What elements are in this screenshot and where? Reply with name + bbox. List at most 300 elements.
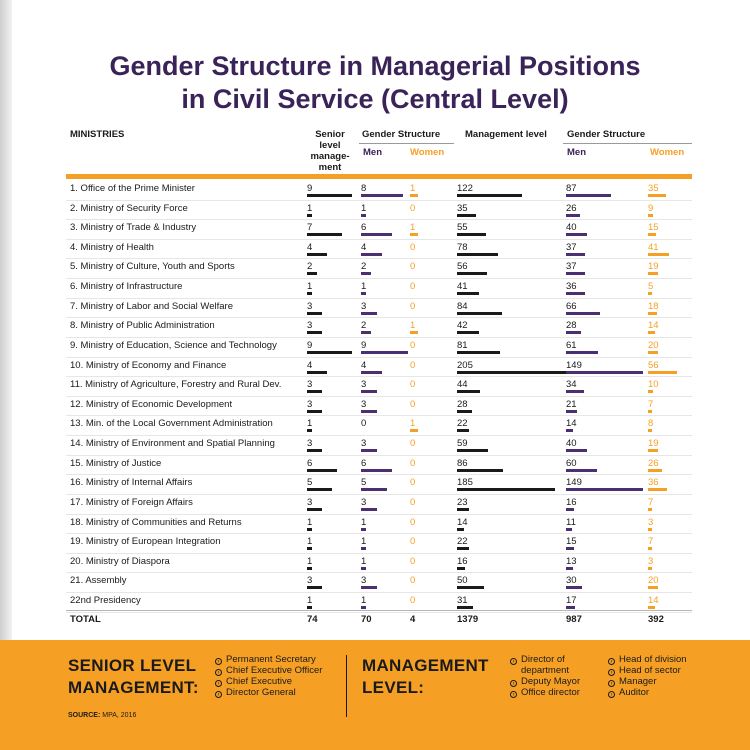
cell-value: 1 — [361, 595, 367, 607]
value-bar — [457, 214, 476, 217]
source-text: MPA, 2016 — [102, 712, 137, 719]
value-bar — [457, 272, 487, 275]
value-bar — [361, 488, 387, 491]
value-bar — [457, 488, 555, 491]
cell-value: 1 — [307, 281, 313, 293]
senior-title-line-1: SENIOR LEVEL — [68, 656, 197, 675]
value-bar — [307, 253, 327, 256]
cell-value: 9 — [648, 202, 654, 214]
cell-value: 0 — [410, 281, 416, 293]
value-bar — [648, 233, 656, 236]
men-header-1: Men — [363, 147, 382, 158]
value-bar — [566, 331, 581, 334]
cell-value: 30 — [566, 575, 577, 587]
cell-value: 2 — [307, 261, 313, 273]
value-bar — [457, 469, 503, 472]
row-separator — [66, 455, 692, 456]
cell-value: 0 — [410, 477, 416, 489]
ministry-name: 22nd Presidency — [70, 595, 141, 607]
value-bar — [457, 586, 484, 589]
row-separator — [66, 219, 692, 220]
cell-value: 0 — [361, 418, 367, 430]
cell-value: 3 — [361, 575, 367, 587]
ministry-name: 6. Ministry of Infrastructure — [70, 281, 183, 293]
cell-value: 21 — [566, 398, 577, 410]
cell-value: 7 — [648, 398, 654, 410]
cell-value: 0 — [410, 398, 416, 410]
value-bar — [648, 488, 667, 491]
value-bar — [648, 390, 653, 393]
arrow-circle-icon: › — [215, 691, 222, 698]
row-separator — [66, 435, 692, 436]
value-bar — [361, 469, 392, 472]
value-bar — [566, 410, 577, 413]
value-bar — [361, 508, 377, 511]
cell-value: 1 — [307, 555, 313, 567]
row-separator — [66, 592, 692, 593]
total-senior-men: 70 — [361, 614, 372, 625]
cell-value: 149 — [566, 477, 582, 489]
cell-value: 36 — [566, 281, 577, 293]
cell-value: 50 — [457, 575, 468, 587]
value-bar — [648, 410, 652, 413]
title-line-2: in Civil Service (Central Level) — [181, 84, 569, 114]
women-header-2: Women — [650, 147, 685, 158]
ministry-name: 21. Assembly — [70, 575, 127, 587]
cell-value: 3 — [307, 575, 313, 587]
cell-value: 20 — [648, 339, 659, 351]
cell-value: 3 — [648, 516, 654, 528]
total-management-women: 392 — [648, 614, 664, 625]
row-separator — [66, 298, 692, 299]
value-bar — [361, 586, 377, 589]
cell-value: 0 — [410, 457, 416, 469]
cell-value: 3 — [307, 320, 313, 332]
value-bar — [410, 194, 418, 197]
mgmt-item-5 — [608, 665, 681, 676]
value-bar — [648, 253, 669, 256]
value-bar — [361, 214, 366, 217]
cell-value: 3 — [361, 438, 367, 450]
cell-value: 1 — [307, 595, 313, 607]
value-bar — [361, 390, 377, 393]
cell-value: 60 — [566, 457, 577, 469]
row-separator — [66, 258, 692, 259]
row-separator — [66, 474, 692, 475]
row-separator — [66, 494, 692, 495]
senior-item-3-text: Chief Executive — [226, 676, 293, 687]
value-bar — [648, 528, 652, 531]
value-bar — [566, 371, 643, 374]
cell-value: 185 — [457, 477, 473, 489]
cell-value: 2 — [361, 320, 367, 332]
ministry-name: 2. Ministry of Security Force — [70, 202, 188, 214]
cell-value: 15 — [566, 536, 577, 548]
cell-value: 3 — [361, 379, 367, 391]
ministry-name: 10. Ministry of Economy and Finance — [70, 359, 227, 371]
row-separator — [66, 200, 692, 201]
ministry-name: 14. Ministry of Environment and Spatial Planning — [70, 438, 275, 450]
arrow-circle-icon: › — [608, 691, 615, 698]
cell-value: 14 — [648, 595, 659, 607]
value-bar — [566, 351, 598, 354]
cell-value: 87 — [566, 183, 577, 194]
value-bar — [307, 331, 322, 334]
ministry-name: 5. Ministry of Culture, Youth and Sports — [70, 261, 235, 273]
senior-header-line-4: ment — [318, 162, 342, 173]
cell-value: 84 — [457, 300, 468, 312]
cell-value: 3 — [361, 300, 367, 312]
cell-value: 4 — [361, 359, 367, 371]
cell-value: 0 — [410, 241, 416, 253]
cell-value: 0 — [410, 339, 416, 351]
cell-value: 0 — [410, 536, 416, 548]
ministry-name: 3. Ministry of Trade & Industry — [70, 222, 197, 234]
row-separator — [66, 553, 692, 554]
senior-item-3 — [215, 676, 292, 687]
gender-header-line-2 — [563, 143, 692, 144]
cell-value: 34 — [566, 379, 577, 391]
cell-value: 17 — [566, 595, 577, 607]
value-bar — [457, 253, 498, 256]
cell-value: 205 — [457, 359, 473, 371]
value-bar — [457, 194, 522, 197]
arrow-circle-icon: › — [215, 658, 222, 665]
mgmt-item-4-text: Head of division — [619, 654, 687, 665]
senior-item-4-text: Director General — [226, 687, 296, 698]
arrow-circle-icon: › — [510, 691, 517, 698]
cell-value: 86 — [457, 457, 468, 469]
cell-value: 13 — [566, 555, 577, 567]
value-bar — [648, 194, 666, 197]
cell-value: 61 — [566, 339, 577, 351]
cell-value: 7 — [648, 536, 654, 548]
senior-header-line-2: level — [319, 140, 341, 151]
value-bar — [361, 292, 366, 295]
mgmt-item-6-text: Manager — [619, 676, 657, 687]
value-bar — [361, 233, 392, 236]
cell-value: 14 — [566, 418, 577, 430]
value-bar — [307, 410, 322, 413]
value-bar — [307, 351, 352, 354]
row-separator — [66, 514, 692, 515]
mgmt-title-line-1: MANAGEMENT — [362, 656, 489, 675]
value-bar — [307, 528, 312, 531]
cell-value: 4 — [307, 359, 313, 371]
cell-value: 7 — [307, 222, 313, 234]
value-bar — [457, 429, 469, 432]
cell-value: 23 — [457, 496, 468, 508]
cell-value: 18 — [648, 300, 659, 312]
cell-value: 1 — [361, 281, 367, 293]
cell-value: 1 — [361, 516, 367, 528]
cell-value: 78 — [457, 241, 468, 253]
cell-value: 40 — [566, 438, 577, 450]
gender-structure-header-1: Gender Structure — [362, 129, 441, 140]
mgmt-item-3 — [510, 687, 580, 698]
cell-value: 1 — [410, 418, 416, 430]
ministries-header: MINISTRIES — [70, 129, 125, 140]
value-bar — [457, 606, 473, 609]
value-bar — [648, 272, 658, 275]
value-bar — [566, 292, 585, 295]
row-separator — [66, 415, 692, 416]
cell-value: 3 — [307, 398, 313, 410]
value-bar — [566, 469, 597, 472]
ministry-name: 20. Ministry of Diaspora — [70, 555, 170, 567]
cell-value: 28 — [566, 320, 577, 332]
cell-value: 1 — [361, 536, 367, 548]
senior-level-header — [305, 129, 355, 173]
ministry-name: 12. Ministry of Economic Development — [70, 398, 233, 410]
value-bar — [457, 567, 465, 570]
cell-value: 1 — [410, 183, 416, 194]
value-bar — [566, 508, 574, 511]
cell-value: 81 — [457, 339, 468, 351]
cell-value: 9 — [307, 183, 313, 194]
cell-value: 37 — [566, 261, 577, 273]
cell-value: 0 — [410, 379, 416, 391]
value-bar — [307, 390, 322, 393]
value-bar — [648, 292, 652, 295]
cell-value: 1 — [410, 222, 416, 234]
ministry-name: 8. Ministry of Public Administration — [70, 320, 215, 332]
cell-value: 8 — [361, 183, 367, 194]
mgmt-item-7 — [608, 687, 649, 698]
value-bar — [361, 567, 366, 570]
value-bar — [457, 292, 479, 295]
value-bar — [361, 194, 403, 197]
value-bar — [566, 567, 573, 570]
cell-value: 0 — [410, 496, 416, 508]
cell-value: 7 — [648, 496, 654, 508]
cell-value: 10 — [648, 379, 659, 391]
row-separator — [66, 396, 692, 397]
value-bar — [648, 331, 655, 334]
cell-value: 44 — [457, 379, 468, 391]
cell-value: 16 — [457, 555, 468, 567]
arrow-circle-icon: › — [510, 680, 517, 687]
cell-value: 0 — [410, 555, 416, 567]
cell-value: 9 — [307, 339, 313, 351]
mgmt-item-1 — [510, 654, 565, 665]
value-bar — [566, 528, 572, 531]
value-bar — [566, 233, 587, 236]
arrow-circle-icon: › — [608, 658, 615, 665]
value-bar — [307, 469, 337, 472]
cell-value: 2 — [361, 261, 367, 273]
cell-value: 1 — [307, 516, 313, 528]
cell-value: 3 — [648, 555, 654, 567]
ministry-name: 7. Ministry of Labor and Social Welfare — [70, 300, 233, 312]
value-bar — [648, 449, 658, 452]
value-bar — [566, 194, 611, 197]
value-bar — [566, 253, 585, 256]
mgmt-item-2 — [510, 676, 580, 687]
value-bar — [307, 508, 322, 511]
cell-value: 3 — [361, 398, 367, 410]
gender-header-line-1 — [359, 143, 454, 144]
value-bar — [566, 390, 584, 393]
value-bar — [457, 508, 469, 511]
management-definition-title — [362, 655, 489, 699]
senior-title-line-2: MANAGEMENT: — [68, 678, 199, 697]
source-label: SOURCE: — [68, 712, 101, 719]
value-bar — [307, 567, 312, 570]
value-bar — [361, 371, 382, 374]
cell-value: 3 — [307, 496, 313, 508]
cell-value: 1 — [410, 320, 416, 332]
value-bar — [566, 214, 580, 217]
cell-value: 26 — [648, 457, 659, 469]
senior-item-1 — [215, 654, 316, 665]
value-bar — [361, 272, 371, 275]
value-bar — [307, 547, 312, 550]
cell-value: 1 — [307, 202, 313, 214]
senior-item-1-text: Permanent Secretary — [226, 654, 316, 665]
cell-value: 6 — [361, 457, 367, 469]
value-bar — [566, 449, 587, 452]
ministry-name: 9. Ministry of Education, Science and Technology — [70, 339, 277, 351]
value-bar — [648, 469, 662, 472]
row-separator — [66, 357, 692, 358]
cell-value: 56 — [457, 261, 468, 273]
mgmt-item-2-text: Deputy Mayor — [521, 676, 581, 687]
total-senior: 74 — [307, 614, 318, 625]
value-bar — [410, 233, 418, 236]
cell-value: 41 — [457, 281, 468, 293]
cell-value: 0 — [410, 438, 416, 450]
arrow-circle-icon: › — [215, 680, 222, 687]
management-level-header: Management level — [465, 129, 547, 140]
cell-value: 35 — [648, 183, 659, 194]
value-bar — [566, 272, 585, 275]
cell-value: 5 — [648, 281, 654, 293]
value-bar — [307, 488, 332, 491]
value-bar — [361, 253, 382, 256]
ministry-name: 1. Office of the Prime Minister — [70, 183, 195, 194]
senior-item-2 — [215, 665, 322, 676]
chart-title — [0, 50, 750, 116]
cell-value: 6 — [307, 457, 313, 469]
value-bar — [457, 371, 566, 374]
cell-value: 0 — [410, 359, 416, 371]
cell-value: 3 — [307, 379, 313, 391]
cell-value: 0 — [410, 261, 416, 273]
row-separator — [66, 572, 692, 573]
value-bar — [307, 194, 352, 197]
cell-value: 37 — [566, 241, 577, 253]
row-separator — [66, 376, 692, 377]
cell-value: 9 — [361, 339, 367, 351]
row-separator — [66, 239, 692, 240]
value-bar — [361, 528, 366, 531]
total-senior-women: 4 — [410, 614, 416, 625]
total-management: 1379 — [457, 614, 479, 625]
value-bar — [648, 371, 677, 374]
value-bar — [307, 371, 327, 374]
value-bar — [361, 410, 377, 413]
cell-value: 36 — [648, 477, 659, 489]
cell-value: 56 — [648, 359, 659, 371]
cell-value: 15 — [648, 222, 659, 234]
value-bar — [410, 331, 418, 334]
mgmt-item-4 — [608, 654, 687, 665]
value-bar — [307, 429, 312, 432]
row-separator — [66, 612, 692, 613]
value-bar — [457, 351, 500, 354]
value-bar — [566, 488, 643, 491]
cell-value: 1 — [307, 418, 313, 430]
ministry-name: 11. Ministry of Agriculture, Forestry and Rural Dev. — [70, 379, 282, 391]
cell-value: 3 — [307, 438, 313, 450]
ministry-name: 17. Ministry of Foreign Affairs — [70, 496, 193, 508]
value-bar — [648, 606, 655, 609]
cell-value: 19 — [648, 261, 659, 273]
title-line-1: Gender Structure in Managerial Positions — [109, 51, 641, 81]
cell-value: 22 — [457, 536, 468, 548]
value-bar — [457, 547, 469, 550]
senior-header-line-3: manage- — [310, 151, 350, 162]
cell-value: 14 — [457, 516, 468, 528]
cell-value: 55 — [457, 222, 468, 234]
value-bar — [648, 586, 658, 589]
value-bar — [566, 586, 582, 589]
value-bar — [361, 312, 377, 315]
value-bar — [566, 547, 574, 550]
cell-value: 11 — [566, 516, 576, 528]
value-bar — [410, 429, 418, 432]
cell-value: 26 — [566, 202, 577, 214]
value-bar — [457, 390, 480, 393]
cell-value: 3 — [307, 300, 313, 312]
value-bar — [307, 292, 312, 295]
source-note — [68, 712, 136, 719]
value-bar — [648, 351, 658, 354]
cell-value: 5 — [361, 477, 367, 489]
cell-value: 5 — [307, 477, 313, 489]
cell-value: 1 — [307, 536, 313, 548]
value-bar — [566, 312, 600, 315]
value-bar — [648, 429, 652, 432]
cell-value: 8 — [648, 418, 654, 430]
senior-item-4 — [215, 687, 296, 698]
value-bar — [457, 410, 472, 413]
ministry-name: 15. Ministry of Justice — [70, 457, 162, 469]
cell-value: 59 — [457, 438, 468, 450]
cell-value: 19 — [648, 438, 659, 450]
cell-value: 1 — [361, 555, 367, 567]
mgmt-item-1-text: Director of — [521, 654, 565, 665]
arrow-circle-icon: › — [608, 669, 615, 676]
cell-value: 0 — [410, 300, 416, 312]
cell-value: 31 — [457, 595, 468, 607]
value-bar — [361, 606, 366, 609]
mgmt-item-6 — [608, 676, 657, 687]
value-bar — [307, 233, 342, 236]
ministry-name: 16. Ministry of Internal Affairs — [70, 477, 193, 489]
value-bar — [457, 449, 488, 452]
total-separator — [66, 610, 692, 611]
senior-item-2-text: Chief Executive Officer — [226, 665, 323, 676]
cell-value: 41 — [648, 241, 659, 253]
value-bar — [307, 606, 312, 609]
arrow-circle-icon: › — [215, 669, 222, 676]
value-bar — [648, 508, 652, 511]
ministry-name: 18. Ministry of Communities and Returns — [70, 516, 242, 528]
value-bar — [457, 331, 479, 334]
arrow-circle-icon: › — [510, 658, 517, 665]
